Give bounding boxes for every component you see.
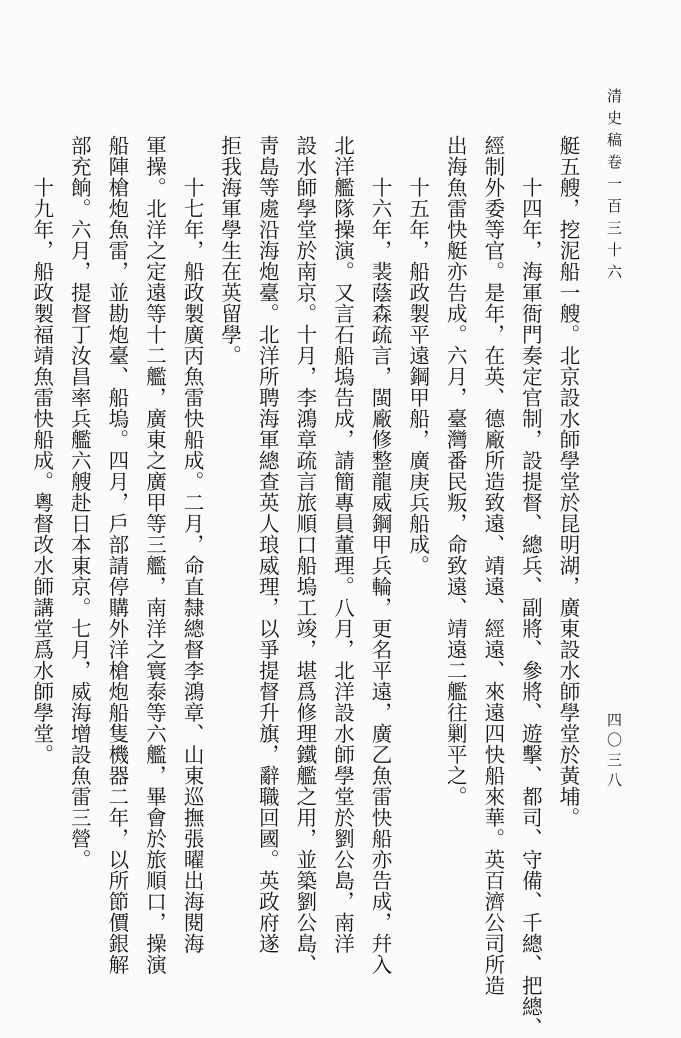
text-line: 船陣槍炮魚雷，並勘炮臺、船塢。四月，戶部請停購外洋槍炮船隻機器二年，以所節價銀解 [104,135,129,975]
text-line: 十六年，裴蔭森疏言，閩廠修整龍威鋼甲兵輪，更名平遠，廣乙魚雷快船亦告成，幷入 [368,135,393,975]
text-line: 拒我海軍學生在英留學。 [217,135,242,366]
text-line: 十四年，海軍衙門奏定官制，設提督、總兵、副將、參將、遊擊、都司、守備、千總、把總、 [518,135,543,1038]
text-line: 設水師學堂於南京。十月，李鴻章疏言旅順口船塢工竣，堪爲修理鐵艦之用，並築劉公島、 [292,135,317,975]
body-text [29,135,586,1038]
text-line: 部充餉。六月，提督丁汝昌率兵艦六艘赴日本東京。七月，威海增設魚雷三營。 [67,135,92,870]
text-line: 十五年，船政製平遠鋼甲船，廣庚兵船成。 [405,135,430,576]
text-line: 艇五艘，挖泥船一艘。北京設水師學堂於昆明湖，廣東設水師學堂於黃埔。 [556,135,580,828]
running-title: 清史稿卷一百三十六 [605,88,623,286]
text-line: 經制外委等官。是年，在英、德廠所造致遠、靖遠、經遠、來遠四快船來華。英百濟公司所造 [480,135,505,996]
text-line: 靑島等處沿海炮臺。北洋所聘海軍總查英人琅威理，以爭提督升旗，辭職回國。英政府遂 [255,135,280,954]
text-line: 北洋艦隊操演。又言石船塢告成，請簡專員董理。八月，北洋設水師學堂於劉公島，南洋 [330,135,355,954]
text-line: 軍操。北洋之定遠等十二艦，廣東之廣甲等三艦，南洋之寰泰等六艦，畢會於旅順口，操演 [142,135,167,975]
text-line: 十七年，船政製廣丙魚雷快船成。二月，命直隸總督李鴻章、山東巡撫張曜出海閱海 [180,135,205,954]
page-number: 四〇三八 [605,712,623,792]
text-line: 十九年，船政製福靖魚雷快船成。粵督改水師講堂爲水師學堂。 [29,135,54,765]
text-line: 出海魚雷快艇亦告成。六月，臺灣番民叛，命致遠、靖遠二艦往剿平之。 [443,135,468,807]
